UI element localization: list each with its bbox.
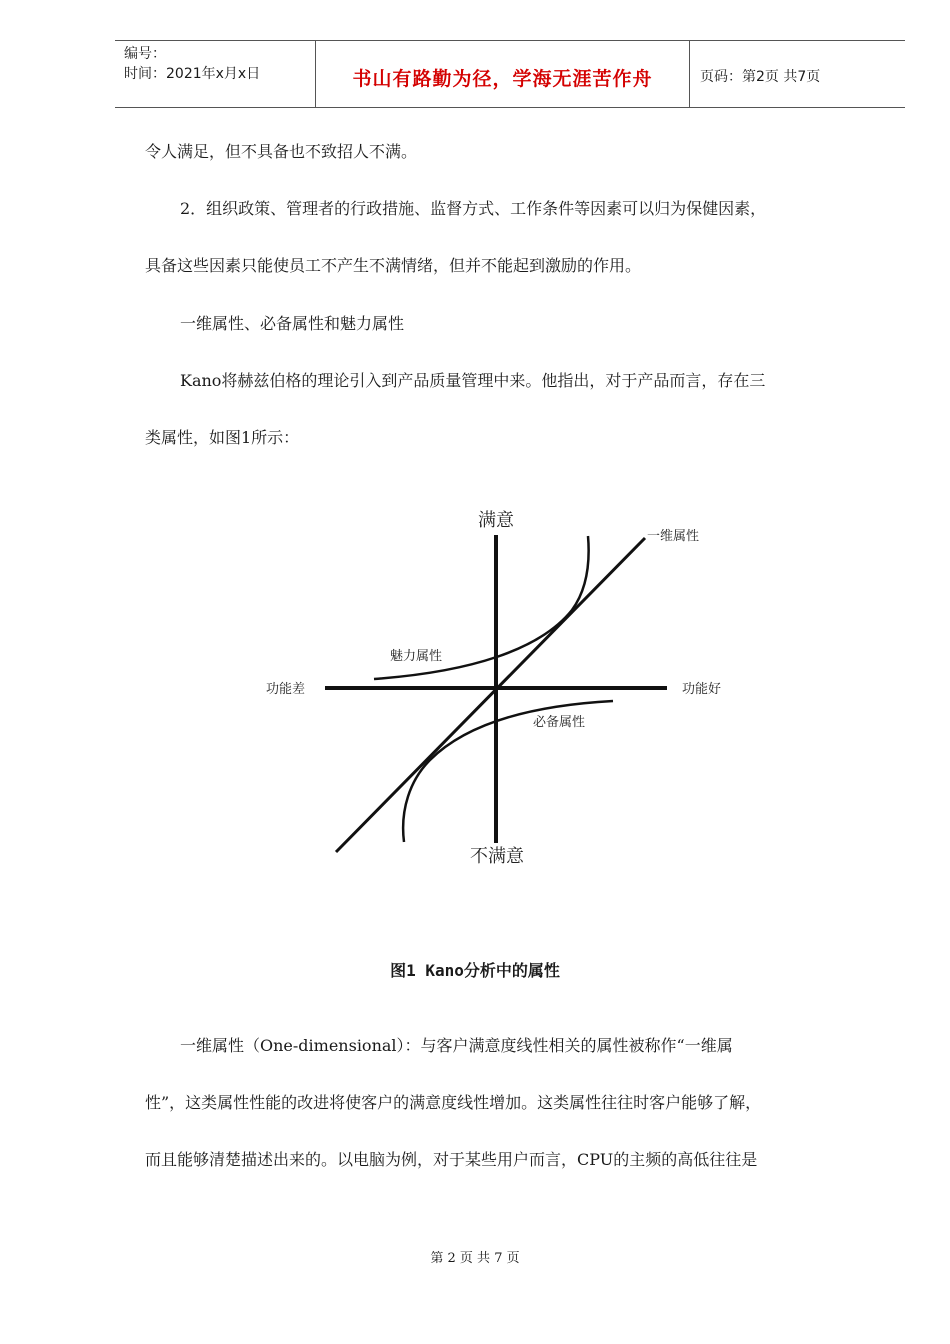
body-text-line: 而且能够清楚描述出来的。以电脑为例，对于某些用户而言，CPU的主频的高低往往是 xyxy=(145,1150,758,1169)
figure-caption: 图1 Kano分析中的属性 xyxy=(390,961,560,980)
header-slogan: 书山有路勤为径，学海无涯苦作舟 xyxy=(352,68,653,90)
kano-diagram xyxy=(0,490,950,880)
body-text-line: 2．组织政策、管理者的行政措施、监督方式、工作条件等因素可以归为保健因素， xyxy=(180,199,767,218)
header-page-cell xyxy=(690,41,905,107)
body-text-line: 类属性，如图1所示： xyxy=(145,428,300,447)
body-text-line: 令人满足，但不具备也不致招人不满。 xyxy=(145,142,418,161)
document-number-label: 编号： xyxy=(124,46,166,62)
body-text-line: 具备这些因素只能使员工不产生不满情绪，但并不能起到激励的作用。 xyxy=(145,256,642,275)
label-good-function: 功能好 xyxy=(682,682,722,697)
label-one-dimensional: 一维属性 xyxy=(647,529,700,544)
page-header xyxy=(115,40,905,108)
body-text-line: 性”，这类属性性能的改进将使客户的满意度线性增加。这类属性往往时客户能够了解， xyxy=(145,1093,762,1112)
header-page-number: 页码：第2页 共7页 xyxy=(700,69,821,85)
label-satisfied: 满意 xyxy=(478,510,514,531)
label-must-be: 必备属性 xyxy=(533,715,586,730)
body-text-line: 一维属性（One-dimensional）：与客户满意度线性相关的属性被称作“一维属 xyxy=(180,1036,733,1055)
document-time-label: 时间：2021年x月x日 xyxy=(124,66,261,82)
header-meta-cell xyxy=(115,41,316,107)
label-attractive: 魅力属性 xyxy=(390,649,443,664)
label-dissatisfied: 不满意 xyxy=(470,846,524,867)
body-text-line: Kano将赫兹伯格的理论引入到产品质量管理中来。他指出，对于产品而言，存在三 xyxy=(180,371,766,390)
page-footer: 第 2 页 共 7 页 xyxy=(430,1251,520,1266)
section-heading: 一维属性、必备属性和魅力属性 xyxy=(180,314,405,333)
label-poor-function: 功能差 xyxy=(266,682,306,697)
header-slogan-cell xyxy=(316,41,690,107)
one-dimensional-line xyxy=(336,538,645,852)
